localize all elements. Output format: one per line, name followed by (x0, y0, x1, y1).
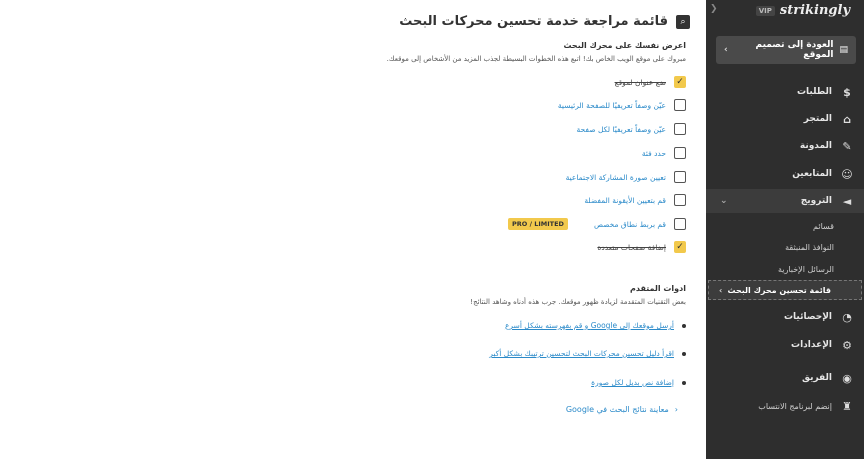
advanced-link[interactable]: أرسل موقعك إلى Google و قم بفهرسته بشكل أسرع (504, 321, 674, 330)
sidebar-item-label: إنضم لبرنامج الانتساب (758, 401, 832, 411)
sidebar-item-analytics[interactable] (706, 305, 864, 329)
checklist-item[interactable] (597, 240, 686, 254)
checkbox-checked[interactable]: ✓ (674, 76, 686, 88)
checkbox[interactable] (674, 147, 686, 159)
checklist-link[interactable]: حدد فئة (641, 148, 666, 158)
advanced-link[interactable]: اقرأ دليل تحسين محركات البحث لتحسين ترتيبك بشكل أكبر (489, 349, 674, 358)
chevron-right-icon: › (724, 45, 728, 55)
chevron-down-icon: ⌄ (720, 196, 728, 206)
checkbox[interactable] (674, 194, 686, 206)
section-description: بعض التقنيات المتقدمة لزيادة ظهور موقعك. جرب هذه أدناه وشاهد النتائج! (470, 298, 686, 306)
checklist-item[interactable] (642, 146, 686, 160)
checklist-item[interactable] (508, 217, 686, 231)
preview-label: معاينة نتائج البحث في Google (565, 405, 669, 414)
checklist-item[interactable] (584, 193, 686, 207)
bullet-icon (682, 324, 686, 328)
checkbox[interactable] (674, 171, 686, 183)
checklist-item[interactable] (577, 122, 686, 136)
chevron-right-icon: › (719, 285, 723, 295)
sidebar-item-promotion[interactable] (706, 189, 864, 213)
checkbox[interactable] (674, 123, 686, 135)
subitem-label: النوافذ المنبثقة (785, 242, 834, 252)
bullet-icon (682, 381, 686, 385)
sidebar-item-label: المتجر (803, 114, 832, 124)
pen-icon: ✎ (842, 139, 852, 153)
checkbox-checked[interactable]: ✓ (674, 241, 686, 253)
gear-icon: ⚙ (842, 338, 852, 352)
checklist-link[interactable]: قم بتعيين الأيقونة المفضلة (584, 195, 666, 205)
document-icon: ▤ (839, 45, 848, 55)
list-item (489, 349, 686, 358)
sidebar-item-label: المتابعين (792, 169, 832, 179)
checklist-item[interactable] (558, 98, 686, 112)
checklist-link[interactable]: عيّن وصفاً تعريفيًا للصفحة الرئيسية (557, 100, 666, 110)
list-item (505, 321, 686, 330)
dollar-icon: $ (843, 85, 851, 99)
sidebar-subitem-coupons[interactable] (706, 216, 864, 236)
google-preview-toggle[interactable] (566, 405, 678, 414)
sidebar-subitem-popups[interactable] (706, 237, 864, 257)
list-item (591, 378, 686, 387)
sidebar-item-settings[interactable] (706, 333, 864, 357)
section-description: مبروك على موقع الويب الخاص بك! اتبع هذه الخطوات البسيطة لجذب المزيد من الأشخاص إلى موقعك. (386, 55, 686, 63)
advanced-link[interactable]: إضافة نص بديل لكل صورة (591, 378, 674, 387)
back-button-label: العودة إلى تصميم الموقع (755, 40, 834, 60)
checklist-link[interactable]: عيّن وصفاً تعريفيًا لكل صفحة (576, 124, 666, 134)
sidebar-item-label: المدونة (799, 141, 832, 151)
sidebar-item-orders[interactable] (706, 80, 864, 104)
sidebar-item-store[interactable] (706, 107, 864, 131)
sidebar (706, 0, 864, 459)
megaphone-icon: ◄ (842, 194, 852, 208)
sidebar-item-blog[interactable] (706, 134, 864, 158)
section-heading: ادوات المتقدم (629, 284, 686, 293)
sidebar-subitem-newsletters[interactable] (706, 259, 864, 279)
checklist-link[interactable]: قم بربط نطاق مخصص (593, 219, 666, 229)
chevron-left-icon: ‹ (674, 405, 678, 414)
sidebar-subitem-seo-checklist[interactable] (708, 280, 862, 300)
pie-chart-icon: ◔ (842, 310, 852, 324)
sidebar-item-affiliate[interactable] (706, 394, 864, 418)
bullet-icon (682, 352, 686, 356)
subitem-label: قائمة تحسين محرك البحث (727, 285, 831, 295)
sidebar-item-label: الفريق (801, 373, 832, 383)
store-icon: ⌂ (843, 112, 851, 126)
brand (756, 3, 850, 18)
search-icon: ⌕ (676, 15, 690, 29)
pro-limited-badge: PRO / LIMITED (508, 218, 568, 230)
back-to-design-button[interactable] (716, 36, 856, 64)
sidebar-item-label: الإعدادات (791, 340, 832, 350)
subitem-label: الرسائل الإخبارية (777, 264, 834, 274)
sidebar-item-label: الطلبات (796, 87, 832, 97)
checkbox[interactable] (674, 99, 686, 111)
checklist-label: إضافة صفحات متعددة (597, 242, 666, 252)
checklist-link[interactable]: تعيين صورة المشاركة الاجتماعية (565, 172, 666, 182)
section-heading: اعرض نفسك على محرك البحث (563, 41, 686, 50)
subitem-label: قسائم (813, 221, 834, 231)
page-title-row (399, 14, 690, 29)
checklist-item[interactable] (566, 170, 686, 184)
sidebar-item-followers[interactable] (706, 162, 864, 186)
globe-icon: ◉ (842, 371, 852, 385)
checklist-item[interactable] (615, 75, 686, 89)
page-title: قائمة مراجعة خدمة تحسين محركات البحث (399, 14, 668, 29)
sidebar-item-label: الترويج (800, 196, 832, 206)
checklist-label: ضع عنوان لموقع (614, 77, 666, 87)
sidebar-item-label: الإحصائيات (784, 312, 832, 322)
trophy-icon: ♜ (842, 399, 852, 413)
sidebar-item-team[interactable] (706, 366, 864, 390)
checkbox[interactable] (674, 218, 686, 230)
vip-badge: VIP (756, 6, 775, 16)
logo: strikingly (779, 3, 850, 18)
collapse-sidebar-icon[interactable]: ❮ (710, 4, 718, 14)
users-icon: ☺ (841, 167, 853, 181)
